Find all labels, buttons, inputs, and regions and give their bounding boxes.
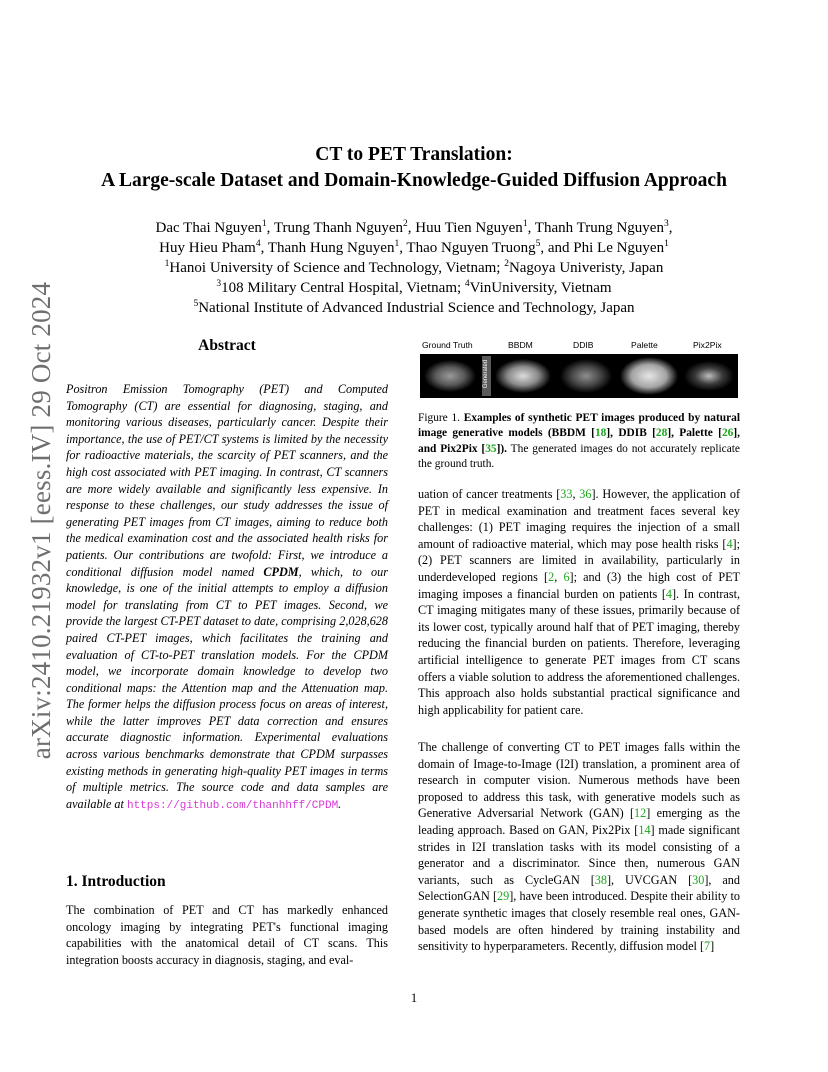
author-line-1: [60, 218, 768, 238]
affil-mark: 4: [464, 279, 470, 289]
body-text: ]. However, the application of PET in medical examination and treatment faces several key challenges: (1) PET imaging requires the injection of a small amount of radioactive material, which may pose health risks [: [418, 487, 741, 551]
author-affil: 1: [664, 239, 669, 249]
author: , Huu Tien Nguyen: [407, 220, 523, 236]
figure-label: Ground Truth: [422, 340, 473, 350]
citation-link[interactable]: 18: [594, 427, 607, 440]
body-text: ] made significant strides in I2I translation tasks with its model consisting of a generator and a discriminator. Since then, numerous GAN variants, such as CycleGAN [: [418, 822, 740, 887]
figure-label: Palette: [631, 340, 658, 350]
figure-label: Pix2Pix: [693, 340, 722, 350]
author-affil: 4: [255, 239, 261, 249]
author: , Thanh Trung Nguyen: [527, 220, 664, 236]
affil-mark: 1: [164, 259, 170, 269]
citation-link[interactable]: 4: [726, 536, 733, 551]
abstract-text: .: [338, 796, 342, 811]
intro-heading: 1. Introduction: [66, 873, 166, 890]
code-link[interactable]: https://github.com/thanhhff/CPDM: [126, 799, 339, 812]
abstract-text: Positron Emission Tomography (PET) and Computed Tomography (CT) are essential for diagnosing, staging, and monitoring various diseases, particularly cancer. Despite their importance, the use of PET/CT systems is limited by the necessity for radioactive materials, the scarcity of PET scanners, and the high cost associated with PET imaging. In contrast, CT scanners are more widely available and significantly less expensive. In response to these challenges, our study addresses the issue of generating PET images from CT images, aiming to reduce both the medical examination cost and the associated health risks for patients. Our contributions are twofold: First, we introduce a conditional diffusion model named: [66, 382, 388, 579]
affil-mark: 3: [216, 279, 222, 289]
pet-image-ground-truth: [420, 354, 480, 398]
pet-image-bbdm: [492, 354, 554, 398]
citation-link[interactable]: 35: [485, 442, 497, 455]
body-text: ], have been introduced. Despite their ability to generate synthetic images that closely resemble real ones, GAN-based models are often hindered by training instability and sensitivity to hyperparameters. Recently, diffusion model [: [418, 889, 740, 954]
caption-text: The generated images do not accurately replicate the ground truth.: [418, 442, 740, 471]
figure-label: BBDM: [508, 340, 533, 350]
body-text: ] emerging as the leading approach. Based on GAN, Pix2Pix [: [418, 806, 741, 837]
body-text: ]; (2) PET scanners are limited in availability, particularly in underdeveloped regions [: [418, 536, 740, 584]
abstract-body: [66, 381, 388, 814]
affiliation: Nagoya Univeristy, Japan: [508, 260, 664, 276]
affiliation: National Institute of Advanced Industrial Science and Technology, Japan: [198, 300, 635, 316]
figure-label: DDIB: [573, 340, 594, 350]
citation-link[interactable]: 12: [634, 806, 647, 821]
body-text: The challenge of converting CT to PET images falls within the domain of Image-to-Image (I2I) translation, a prominent area of research in computer vision. Numerous methods have been proposed to address this task, with generative models such as Generative Adversarial Network (GAN) [: [418, 740, 740, 821]
body-text: uation of cancer treatments [: [418, 487, 561, 501]
author-sep: ,: [668, 220, 673, 236]
title-line-1: CT to PET Translation:: [315, 144, 513, 165]
body-text: ], UVCGAN [: [606, 872, 693, 887]
author-affil: 1: [261, 219, 267, 229]
affiliation-line-2: [60, 278, 768, 298]
figure-caption: [418, 411, 740, 473]
pet-image-pix2pix: [680, 354, 738, 398]
caption-text: ]).: [496, 442, 508, 455]
affiliation: Hanoi University of Science and Technology, Vietnam;: [169, 260, 505, 276]
caption-text: ], and Pix2Pix [: [418, 427, 740, 455]
author-affil: 5: [535, 239, 541, 249]
citation-link[interactable]: 36: [579, 487, 592, 501]
affil-mark: 2: [504, 259, 509, 269]
page-number: 1: [410, 991, 418, 1005]
citation-link[interactable]: 2: [548, 569, 555, 584]
generated-tag-text: Generated: [483, 359, 489, 389]
paper-title: [60, 142, 768, 194]
figure-image-strip: [420, 354, 738, 398]
author: , Trung Thanh Nguyen: [266, 220, 404, 236]
caption-text: ], DDIB [: [606, 427, 656, 440]
author-line-2: [60, 238, 768, 258]
author: , and Phi Le Nguyen: [540, 240, 665, 256]
citation-link[interactable]: 38: [594, 872, 607, 887]
right-paragraph-1: [418, 486, 740, 718]
affiliation-line-3: [60, 298, 768, 318]
author: Huy Hieu Pham: [159, 240, 256, 256]
body-text: ]; and (3) the high cost of PET imaging imposes a financial burden on patients [: [418, 569, 740, 601]
citation-link[interactable]: 4: [665, 586, 672, 601]
caption-text: ], Palette [: [667, 427, 722, 440]
author-affil: 2: [403, 219, 408, 229]
citation-link[interactable]: 14: [638, 822, 651, 837]
abstract-text: , which, to our knowledge, is one of the initial attempts to employ a diffusion model for translating from CT to PET images. Second, we provide the largest CT-PET dataset to date, comprising 2,028,628 paired CT-PET images, which facilitates the training and evaluation of CT-to-PET translation models. For the CPDM model, we incorporate domain knowledge to develop two conditional maps: the Attention map and the Attenuation map. The former helps the diffusion process focus on areas of interest, while the latter improves PET data correction and ensures accurate diagnostic information. Experimental evaluations across various benchmarks demonstrate that CPDM surpasses existing methods in generating high-quality PET images in terms of multiple metrics. The source code and data samples are available at: [66, 564, 388, 811]
caption-text: Examples of synthetic PET images produced by natural image generative models (BBDM [: [418, 412, 740, 440]
affiliation: VinUniversity, Vietnam: [469, 280, 612, 296]
citation-link[interactable]: 26: [721, 427, 734, 440]
body-text: ], and SelectionGAN [: [418, 872, 740, 904]
author: , Thao Nguyen Truong: [399, 240, 536, 256]
author-block: [60, 218, 768, 318]
citation-link[interactable]: 28: [655, 427, 668, 440]
arxiv-stamp-text: arXiv:2410.21932v1 [eess.IV] 29 Oct 2024: [26, 281, 57, 759]
citation-link[interactable]: 33: [560, 487, 573, 501]
arxiv-stamp: [22, 281, 62, 759]
body-text: ,: [554, 569, 564, 584]
generated-tag: [482, 356, 491, 396]
citation-link[interactable]: 6: [563, 569, 570, 584]
body-text: ,: [572, 487, 580, 501]
pet-image-palette: [618, 354, 680, 398]
affiliation-line-1: [60, 258, 768, 278]
abstract-heading: Abstract: [198, 337, 256, 354]
author-affil: 3: [663, 219, 669, 229]
right-paragraph-2: [418, 739, 740, 955]
body-text: ]. In contrast, CT imaging mitigates many of these issues, primarily because of its lower cost, typically around half that of PET imaging, thereby reducing the financial burden on patients. Therefore, leveraging artificial intelligence to generate PET images from CT scans offers a viable solution to address the aforementioned challenges. This approach also holds substantial practical significance and high applicability for patient care.: [418, 586, 740, 717]
caption-prefix: Figure 1.: [418, 412, 464, 424]
figure-labels: [418, 340, 740, 354]
citation-link[interactable]: 7: [704, 939, 711, 954]
pet-image-ddib: [556, 354, 616, 398]
affil-mark: 5: [193, 299, 199, 309]
title-line-2: A Large-scale Dataset and Domain-Knowledge-Guided Diffusion Approach: [101, 170, 727, 191]
citation-link[interactable]: 29: [497, 889, 510, 904]
author-affil: 1: [394, 239, 400, 249]
affiliation: 108 Military Central Hospital, Vietnam;: [221, 280, 465, 296]
author: , Thanh Hung Nguyen: [260, 240, 395, 256]
author: Dac Thai Nguyen: [155, 220, 262, 236]
intro-left-text: The combination of PET and CT has markedly enhanced oncology imaging by integrating PET's functional imaging capabilities with the anatomical detail of CT scans. This integration boosts accuracy in diagnosis, staging, and eval-: [66, 903, 388, 967]
author-affil: 1: [522, 219, 528, 229]
abstract-model-name: CPDM: [263, 564, 299, 579]
citation-link[interactable]: 30: [692, 872, 705, 887]
body-text: ]: [710, 939, 715, 954]
